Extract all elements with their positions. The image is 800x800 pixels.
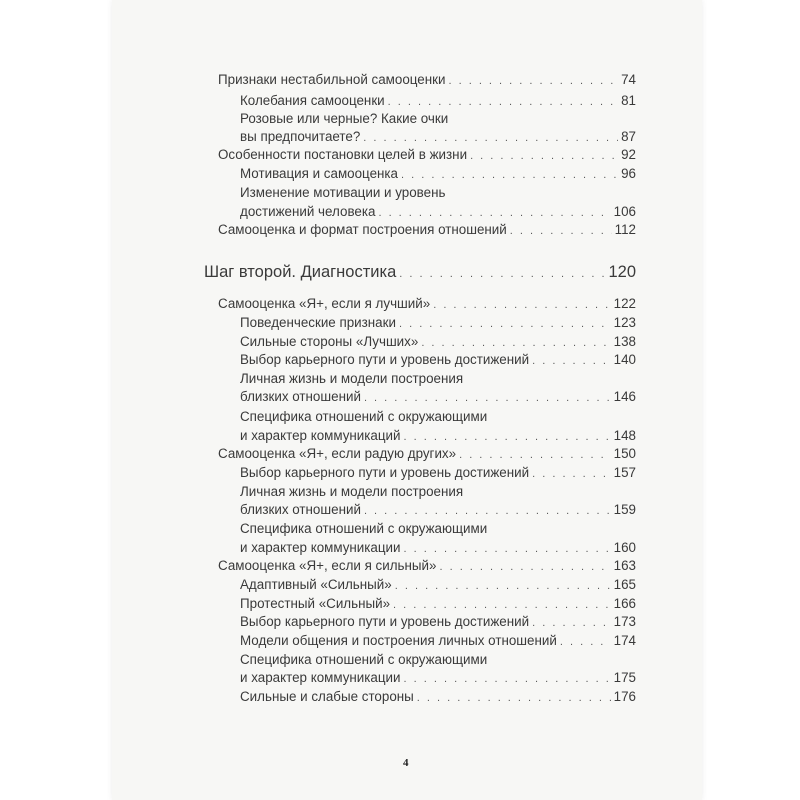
dot-leader (395, 578, 611, 594)
dot-leader (378, 205, 610, 221)
toc-entry-title: Выбор карьерного пути и уровень достижений (240, 352, 530, 367)
toc-entry (240, 670, 636, 687)
toc-entry-page: 106 (613, 204, 636, 219)
toc-entry (240, 502, 636, 519)
toc-entry-page: 122 (613, 296, 636, 311)
toc-entry-page: 112 (614, 222, 636, 237)
toc-entry-page: 96 (621, 166, 636, 181)
toc-entry-page: 175 (613, 670, 636, 685)
toc-entry (218, 446, 636, 463)
toc-entry-title: Специфика отношений с окружающими (240, 521, 488, 536)
toc-entry-page: 176 (613, 689, 636, 704)
dot-leader (388, 94, 618, 110)
toc-entry (240, 540, 636, 557)
toc-entry-title: Самооценка «Я+, если я сильный» (218, 558, 437, 573)
toc-entry (240, 93, 636, 110)
dot-leader (433, 297, 610, 313)
toc-entry-title: Самооценка и формат построения отношений (218, 222, 507, 237)
page-number: 4 (403, 757, 409, 769)
toc-entry-title: Личная жизнь и модели построения (240, 484, 464, 499)
toc-entry-page: 160 (613, 540, 636, 555)
toc-entry (218, 558, 636, 575)
toc-entry-title: Розовые или черные? Какие очки (240, 111, 449, 126)
toc-entry-title: Специфика отношений с окружающими (240, 652, 488, 667)
toc-entry (240, 465, 636, 482)
dot-leader (532, 466, 611, 482)
toc-entry-title: и характер коммуникаций (240, 428, 401, 443)
book-page (112, 0, 702, 800)
toc-entry-title: близких отношений (240, 389, 361, 404)
dot-leader (470, 148, 618, 164)
toc-entry (240, 204, 636, 221)
toc-entry-title: Особенности постановки целей в жизни (218, 147, 468, 162)
toc-entry-page: 173 (613, 614, 636, 629)
toc-entry-title: вы предпочитаете? (240, 129, 361, 144)
dot-leader (404, 671, 611, 687)
toc-entry (218, 147, 636, 164)
toc-entry-title: Выбор карьерного пути и уровень достижений (240, 614, 530, 629)
toc-entry (240, 166, 636, 183)
toc-entry-page: 165 (613, 577, 636, 592)
toc-entry-title: Признаки нестабильной самооценки (218, 72, 446, 87)
toc-entry (240, 334, 636, 351)
toc-entry-page: 148 (613, 428, 636, 443)
toc-entry-page: 74 (621, 72, 636, 87)
toc-entry-title: Выбор карьерного пути и уровень достижений (240, 465, 530, 480)
dot-leader (560, 634, 611, 650)
dot-leader (404, 541, 611, 557)
toc-entry (240, 315, 636, 332)
toc-entry-title: Поведенческие признаки (240, 315, 396, 330)
dot-leader (404, 429, 611, 445)
dot-leader (417, 690, 611, 706)
toc-entry-title: Сильные стороны «Лучших» (240, 334, 419, 349)
dot-leader (510, 223, 612, 239)
toc-section-heading (204, 262, 636, 284)
toc-entry-title: Самооценка «Я+, если радую других» (218, 446, 457, 461)
toc-entry-title: Колебания самооценки (240, 93, 385, 108)
dot-leader (448, 73, 618, 89)
dot-leader (399, 316, 611, 332)
toc-entry-page: 140 (613, 352, 636, 367)
dot-leader (363, 130, 618, 146)
toc-entry-page: 92 (621, 147, 636, 162)
dot-leader (421, 335, 610, 351)
toc-entry-page: 157 (613, 465, 636, 480)
toc-entry (240, 614, 636, 631)
toc-entry-title: Шаг второй. Диагностика (204, 263, 397, 281)
dot-leader (364, 503, 611, 519)
toc-entry-title: Сильные и слабые стороны (240, 689, 414, 704)
toc-entry-page: 163 (613, 558, 636, 573)
toc-entry-page: 146 (613, 389, 636, 404)
toc-entry (240, 689, 636, 706)
toc-entry-title: и характер коммуникации (240, 540, 401, 555)
toc-entry (218, 222, 636, 239)
toc-entry-page: 166 (613, 596, 636, 611)
toc-entry (240, 633, 636, 650)
toc-entry-title: Личная жизнь и модели построения (240, 371, 464, 386)
toc-entry-page: 150 (613, 446, 636, 461)
toc-entry-page: 138 (613, 334, 636, 349)
toc-entry (240, 129, 636, 146)
toc-entry (240, 596, 636, 613)
toc-entry-title: Адаптивный «Сильный» (240, 577, 392, 592)
dot-leader (364, 390, 611, 406)
dot-leader (393, 597, 611, 613)
toc-entry-page: 123 (613, 315, 636, 330)
toc-entry-page: 81 (621, 93, 636, 108)
toc-entry-title: Самооценка «Я+, если я лучший» (218, 296, 431, 311)
toc-entry-page: 120 (608, 263, 636, 281)
toc-entry-title: Специфика отношений с окружающими (240, 409, 488, 424)
toc-entry (240, 428, 636, 445)
dot-leader (532, 353, 611, 369)
toc-entry (218, 72, 636, 89)
toc-entry-title: Изменение мотивации и уровень (240, 185, 446, 200)
toc-entry-title: близких отношений (240, 502, 361, 517)
toc-entry (240, 389, 636, 406)
dot-leader (401, 167, 618, 183)
toc-entry (240, 352, 636, 369)
dot-leader (399, 264, 605, 284)
toc-entry-title: и характер коммуникации (240, 670, 401, 685)
toc-entry (218, 296, 636, 313)
dot-leader (459, 447, 611, 463)
toc-entry-title: достижений человека (240, 204, 376, 219)
toc-entry-page: 174 (613, 633, 636, 648)
dot-leader (532, 615, 611, 631)
dot-leader (439, 559, 610, 575)
toc-entry-title: Протестный «Сильный» (240, 596, 391, 611)
toc-entry-title: Модели общения и построения личных отношений (240, 633, 557, 648)
toc-entry (240, 577, 636, 594)
toc-entry-page: 159 (613, 502, 636, 517)
toc-entry-page: 87 (621, 129, 636, 144)
toc-entry-title: Мотивация и самооценка (240, 166, 399, 181)
